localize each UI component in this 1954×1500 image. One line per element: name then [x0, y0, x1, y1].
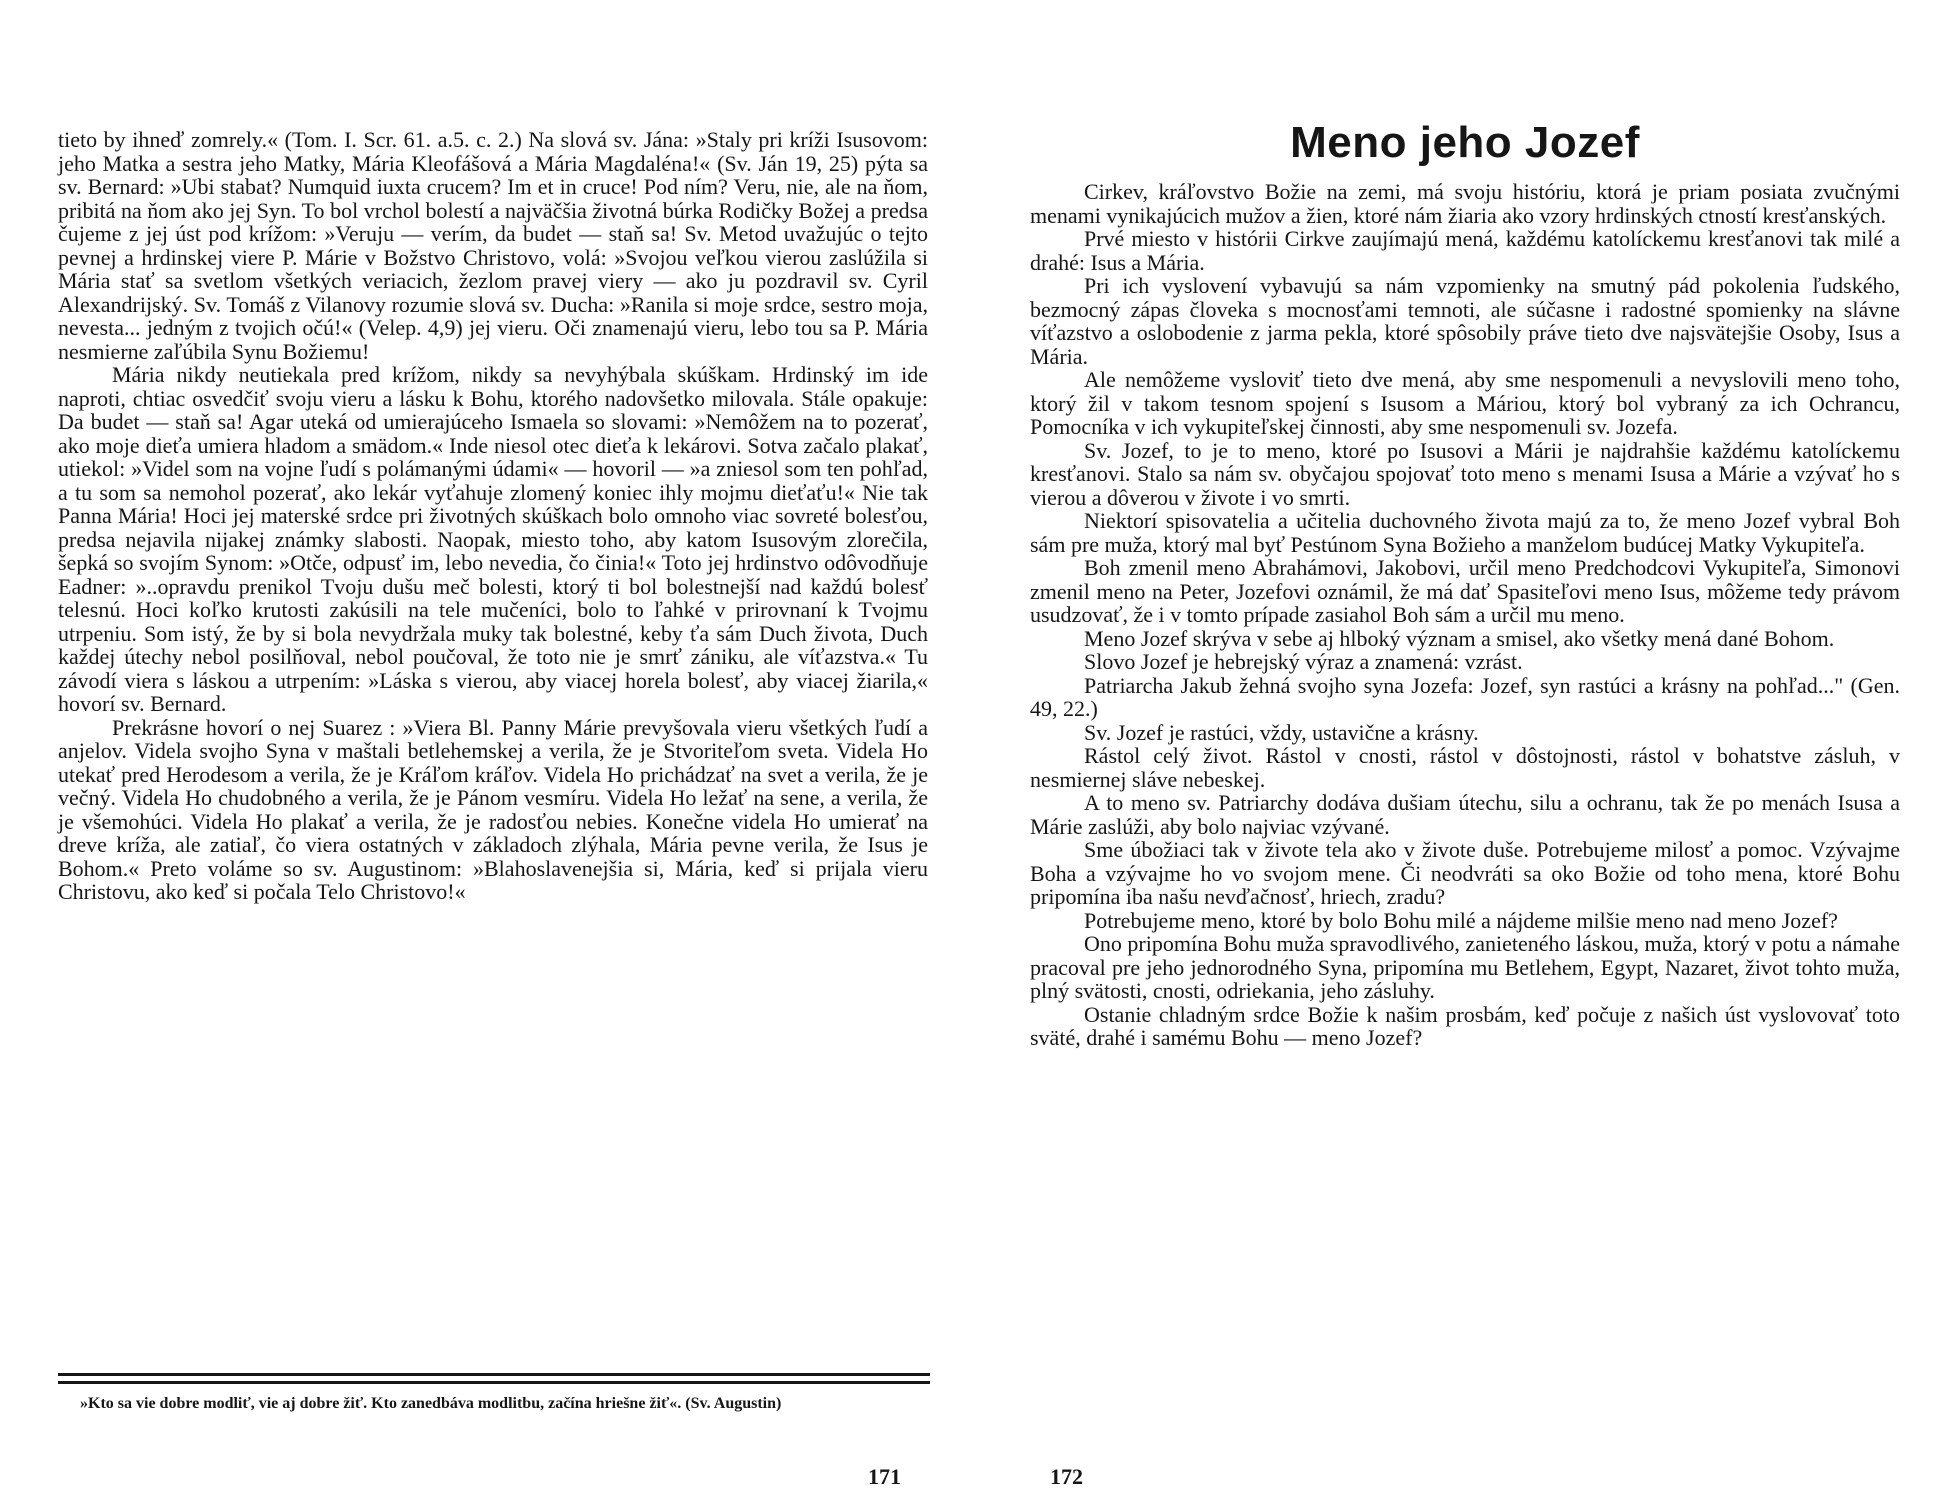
paragraph: Ostanie chladným srdce Božie k našim prosbám, keď počuje z našich úst vyslovovať toto sväté, drahé i samému Bohu — meno Jozef?: [1030, 1001, 1900, 1050]
paragraph: Potrebujeme meno, ktoré by bolo Bohu milé a nájdeme milšie meno nad meno Jozef?: [1084, 907, 1838, 933]
paragraph: Cirkev, kráľovstvo Božie na zemi, má svoju históriu, ktorá je priam posiata zvučnými menami vynikajúcich mužov a žien, ktoré nám žiaria ako vzory hrdinských ctností kresťanských.: [1030, 179, 1900, 228]
paragraph: Prekrásne hovorí o nej Suarez : »Viera Bl. Panny Márie prevyšovala vieru všetkých ľudí a anjelov. Videla svojho Syna v maštali betlehemskej a verila, že je Stvoriteľom sveta. Videla Ho utekať pred Herodesom a verila, že je Kráľom kráľov. Videla Ho prichádzať na svet a verila, že je večný. Videla Ho chudobného a verila, že je Pánom vesmíru. Videla Ho ležať na sene, a verila, že je všemohúci. Videla Ho plakať a verila, že je radosťou nebies. Konečne videla Ho umierať na dreve kríža, ale zatiaľ, čo viera ostatných v základoch zlýhala, Mária pevne verila, že Isus je Bohom.« Preto voláme so sv. Augustinom: »Blahoslavenejšia si, Mária, keď si prijala vieru Christovu, ako keď si počala Telo Christovo!«: [58, 714, 928, 904]
paragraph: Mária nikdy neutiekala pred krížom, nikdy sa nevyhýbala skúškam. Hrdinský im ide naproti, chtiac osvedčiť svoju vieru a lásku k Bohu, ktorého nadovšetko milovala. Stále opakuje: Da budet — staň sa! Agar uteká od umierajúceho Ismaela so slovami: »Nemôžem na to pozerať, ako moje dieťa umiera hladom a smädom.« Inde niesol otec dieťa k lekárovi. Sotva začalo plakať, utiekol: »Videl som na vojne ľudí s polámanými údami« — hovoril — »a zniesol som ten pohľad, a tu som sa nemohol pozerať, ako lekár vyťahuje zlomený koniec ihly mojmu dieťaťu!« Nie tak Panna Mária! Hoci jej materské srdce pri životných skúškach bolo omnoho viac sovreté bolesťou, predsa nejavila nijakej známky slabosti. Naopak, miesto toho, aby katom Isusovým zlorečila, šepká so svojím Synom: »Otče, odpusť im, lebo nevedia, čo činia!« Toto jej hrdinstvo odôvodňuje Eadner: »..opravdu prenikol Tvoju dušu meč bolesti, ktorý ti bol bolestnejší nad každú bolesť telesnú. Hoci koľko krutosti zakúsili na tele mučeníci, bolo to ľahké v prirovnaní k Tvojmu utrpeniu. Som istý, že by si bola nevydržala muky tak bolestné, keby ťa sám Duch života, Duch každej útechy nebol posilňoval, nebol poučoval, že toto nie je smrť zániku, ale víťazstva.« Tu závodí viera s láskou a utrpením: »Láska s vierou, aby viacej horela bolesť, aby viacej žiarila,« hovorí sv. Bernard.: [58, 362, 928, 716]
paragraph: Rástol celý život. Rástol v cnosti, rástol v dôstojnosti, rástol v bohatstve zásluh, v nesmiernej sláve nebeskej.: [1030, 743, 1900, 792]
chapter-title: Meno jeho Jozef: [1290, 118, 1640, 167]
footnote-quote: »Kto sa vie dobre modliť, vie aj dobre žiť. Kto zanedbáva modlitbu, začína hriešne žiť«. (Sv. Augustin): [80, 1395, 782, 1412]
paragraph: Boh zmenil meno Abrahámovi, Jakobovi, určil meno Predchodcovi Vykupiteľa, Simonovi zmenil meno na Peter, Jozefovi oznámil, že má dať Spasiteľovi meno Isus, môžeme tedy právom usudzovať, že i v tomto prípade zasiahol Boh sám a určil mu meno.: [1030, 555, 1900, 627]
paragraph: Sv. Jozef, to je to meno, ktoré po Isusovi a Márii je najdrahšie každému katolíckemu kresťanovi. Stalo sa nám sv. obyčajou spojovať toto meno s menami Isusa a Márie a vzývať ho s vierou a dôverou v živote i vo smrti.: [1030, 437, 1900, 510]
left-page-body: [58, 128, 928, 904]
footnote-separator-top: [58, 1373, 930, 1376]
paragraph: Pri ich vyslovení vybavujú sa nám vzpomienky na smutný pád pokolenia ľudského, bezmocný zápas človeka s mocnosťami temnoti, ale súčasne i radostné spomienky na slávne víťazstvo a oslobodenie z jarma pekla, ktoré spôsobily práve tieto dve najsvätejšie Osoby, Isus a Mária.: [1030, 273, 1900, 369]
right-page: [1030, 0, 1954, 1500]
paragraph: tieto by ihneď zomrely.« (Tom. I. Scr. 61. a.5. c. 2.) Na slová sv. Jána: »Staly pri kríži Isusovom: jeho Matka a sestra jeho Matky, Mária Kleofášová a Mária Magdaléna!« (Sv. Ján 19, 25) pýta sa sv. Bernard: »Ubi stabat? Numquid iuxta crucem? Im et in cruce! Pod ním? Veru, nie, ale na ňom, pribitá na ňom ako jej Syn. To bol vrchol bolestí a najväčšia životná búrka Rodičky Božej a predsa čujeme z jej úst pod krížom: »Veruju — verím, da budet — staň sa! Sv. Metod uvažujúc o tejto pevnej a hrdinskej viere P. Márie v Božstvo Christovo, volá: »Svojou veľkou vierou zaslúžila si Mária stať sa svetlom všetkých veriacich, žezlom pravej viery — ako ju pozdravil sv. Cyril Alexandrijský. Sv. Tomáš z Vilanovy rozumie slová sv. Ducha: »Ranila si moje srdce, sestro moja, nevesta... jedným z tvojich očú!« (Velep. 4,9) jej vieru. Oči znamenajú vieru, lebo tou sa P. Mária nesmierne zaľúbila Synu Božiemu!: [58, 127, 928, 364]
paragraph: Prvé miesto v histórii Cirkve zaujímajú mená, každému katolíckemu kresťanovi tak milé a drahé: Isus a Mária.: [1030, 226, 1900, 275]
paragraph: Ale nemôžeme vysloviť tieto dve mená, aby sme nespomenuli a nevyslovili meno toho, ktorý žil v takom tesnom spojení s Isusom a Máriou, ktorý bol vybraný za ich Ochrancu, Pomocníka v ich vykupiteľskej činnosti, aby sme nespomenuli sv. Jozefa.: [1030, 367, 1900, 439]
paragraph: Ono pripomína Bohu muža spravodlivého, zanieteného láskou, muža, ktorý v potu a námahe pracoval pre jeho jednorodného Syna, pripomína mu Betlehem, Egypt, Nazaret, život tohto muža, plný svätosti, cnosti, odriekania, jeho zásluhy.: [1030, 931, 1900, 1003]
paragraph: Niektorí spisovatelia a učitelia duchovného života majú za to, že meno Jozef vybral Boh sám pre muža, ktorý mal byť Pestúnom Syna Božieho a manželom budúcej Matky Vykupiteľa.: [1030, 508, 1900, 557]
paragraph: Sv. Jozef je rastúci, vždy, ustavične a krásny.: [1084, 719, 1479, 745]
right-page-body: [1030, 180, 1900, 1050]
page-number: 171: [868, 1464, 901, 1489]
paragraph: Patriarcha Jakub žehná svojho syna Jozefa: Jozef, syn rastúci a krásny na pohľad..." (Gen. 49, 22.): [1030, 672, 1900, 721]
paragraph: Sme úbožiaci tak v živote tela ako v živote duše. Potrebujeme milosť a pomoc. Vzývajme Boha a vzývajme ho vo svojom mene. Či neodvráti sa oko Božie od toho mena, ktoré Bohu pripomína iba našu nevďačnosť, hriech, zradu?: [1030, 837, 1900, 909]
paragraph: A to meno sv. Patriarchy dodáva dušiam útechu, silu a ochranu, tak že po menách Isusa a Márie zaslúži, aby bolo najviac vzývané.: [1030, 790, 1900, 839]
footnote-separator-bottom: [58, 1381, 930, 1384]
paragraph: Slovo Jozef je hebrejský výraz a znamená: vzrást.: [1084, 649, 1523, 674]
paragraph: Meno Jozef skrýva v sebe aj hlboký význam a smisel, ako všetky mená dané Bohom.: [1084, 625, 1835, 651]
page-number: 172: [1050, 1464, 1083, 1489]
